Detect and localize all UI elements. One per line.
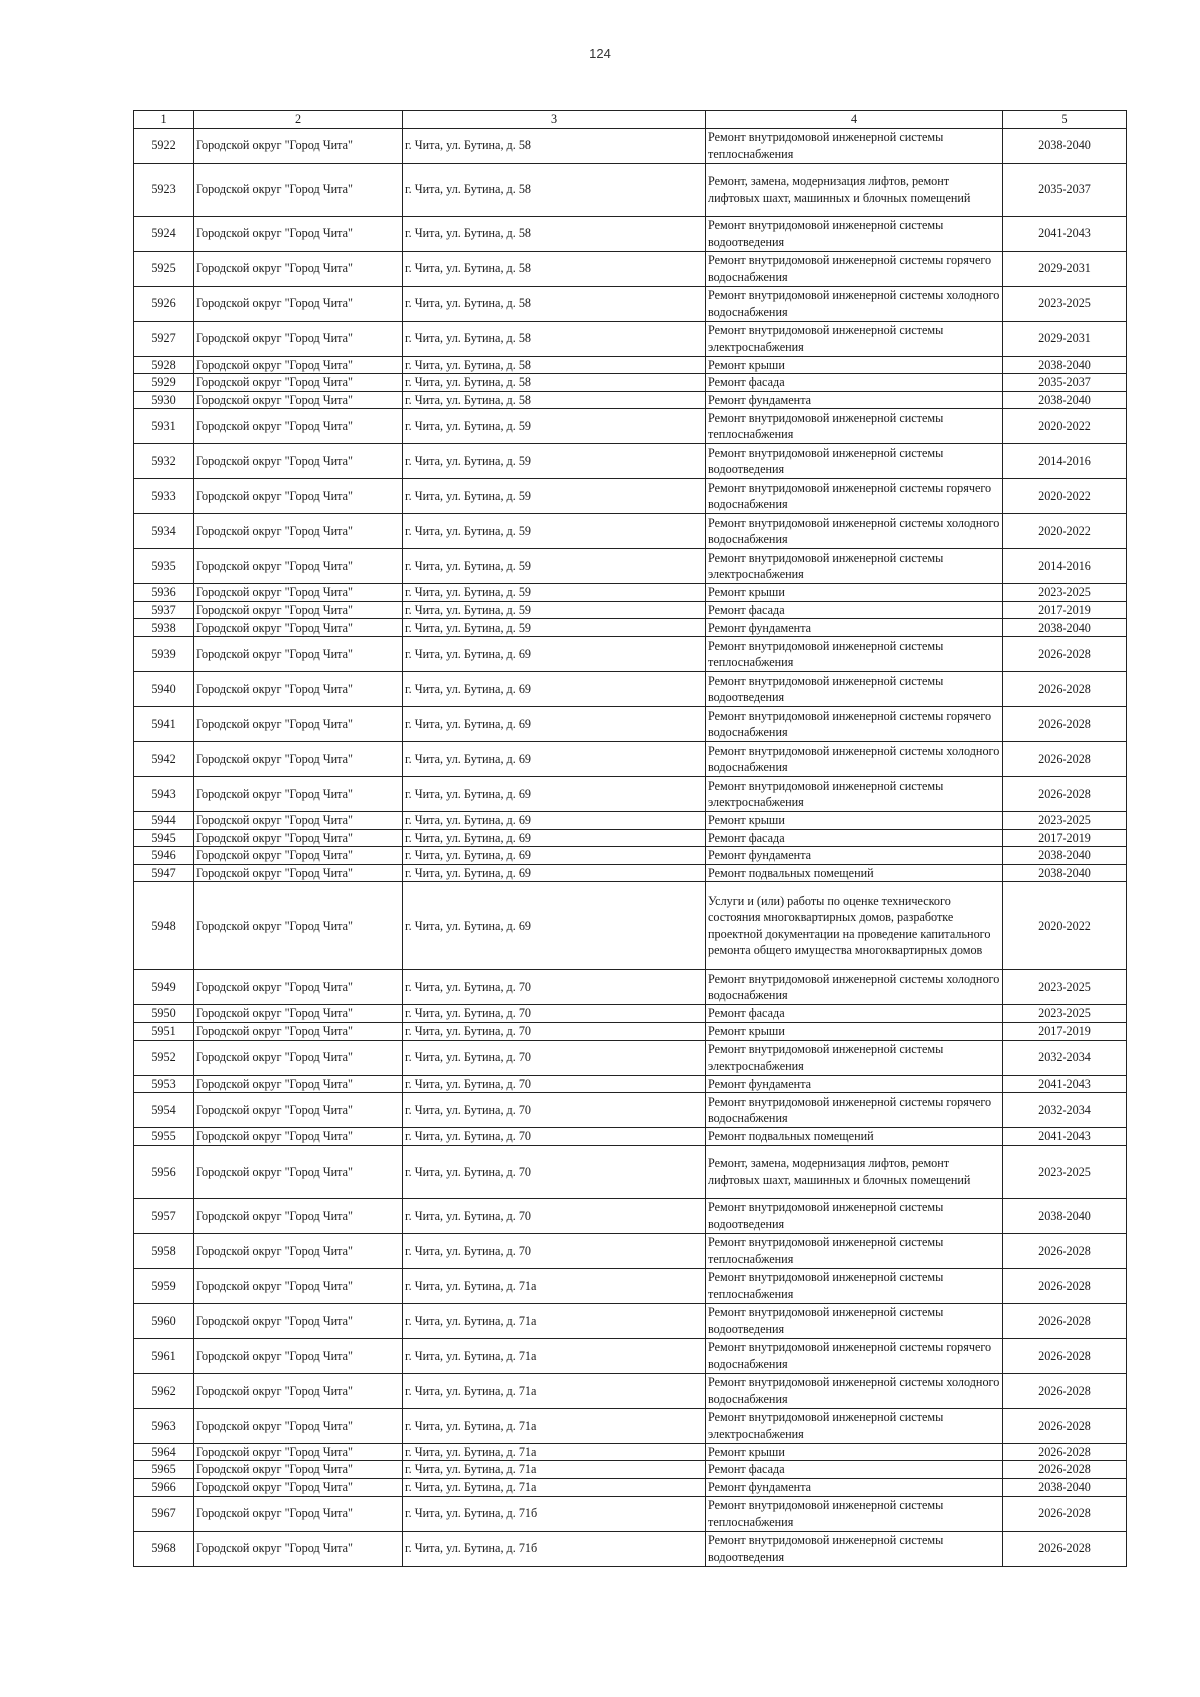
address-cell: г. Чита, ул. Бутина, д. 71а xyxy=(403,1303,706,1338)
work-type-cell: Ремонт внутридомовой инженерной системы теплоснабжения xyxy=(706,128,1003,163)
row-number: 5940 xyxy=(134,672,194,707)
work-type-cell: Ремонт крыши xyxy=(706,1023,1003,1041)
period-cell: 2023-2025 xyxy=(1003,584,1127,602)
municipality-cell: Городской округ "Город Чита" xyxy=(194,970,403,1005)
period-cell: 2032-2034 xyxy=(1003,1040,1127,1075)
table-row xyxy=(134,1040,1127,1075)
period-cell: 2026-2028 xyxy=(1003,1233,1127,1268)
table-row xyxy=(134,829,1127,847)
table-row xyxy=(134,251,1127,286)
period-cell: 2041-2043 xyxy=(1003,216,1127,251)
row-number: 5950 xyxy=(134,1005,194,1023)
period-cell: 2038-2040 xyxy=(1003,128,1127,163)
row-number: 5931 xyxy=(134,409,194,444)
address-cell: г. Чита, ул. Бутина, д. 69 xyxy=(403,777,706,812)
municipality-cell: Городской округ "Город Чита" xyxy=(194,374,403,392)
address-cell: г. Чита, ул. Бутина, д. 71а xyxy=(403,1338,706,1373)
address-cell: г. Чита, ул. Бутина, д. 58 xyxy=(403,374,706,392)
table-row xyxy=(134,391,1127,409)
column-header-5: 5 xyxy=(1003,111,1127,129)
municipality-cell: Городской округ "Город Чита" xyxy=(194,829,403,847)
address-cell: г. Чита, ул. Бутина, д. 71а xyxy=(403,1408,706,1443)
work-type-cell: Ремонт фасада xyxy=(706,1461,1003,1479)
municipality-cell: Городской округ "Город Чита" xyxy=(194,1128,403,1146)
municipality-cell: Городской округ "Город Чита" xyxy=(194,1443,403,1461)
table-row xyxy=(134,1005,1127,1023)
table-row xyxy=(134,970,1127,1005)
period-cell: 2017-2019 xyxy=(1003,829,1127,847)
work-type-cell: Ремонт внутридомовой инженерной системы водоотведения xyxy=(706,444,1003,479)
work-type-cell: Ремонт внутридомовой инженерной системы теплоснабжения xyxy=(706,1496,1003,1531)
row-number: 5925 xyxy=(134,251,194,286)
row-number: 5939 xyxy=(134,637,194,672)
row-number: 5936 xyxy=(134,584,194,602)
address-cell: г. Чита, ул. Бутина, д. 59 xyxy=(403,514,706,549)
municipality-cell: Городской округ "Город Чита" xyxy=(194,1093,403,1128)
work-type-cell: Ремонт внутридомовой инженерной системы горячего водоснабжения xyxy=(706,1338,1003,1373)
work-type-cell: Ремонт внутридомовой инженерной системы холодного водоснабжения xyxy=(706,286,1003,321)
table-row xyxy=(134,812,1127,830)
municipality-cell: Городской округ "Город Чита" xyxy=(194,1338,403,1373)
row-number: 5962 xyxy=(134,1373,194,1408)
work-type-cell: Ремонт внутридомовой инженерной системы холодного водоснабжения xyxy=(706,970,1003,1005)
period-cell: 2020-2022 xyxy=(1003,882,1127,970)
municipality-cell: Городской округ "Город Чита" xyxy=(194,514,403,549)
period-cell: 2020-2022 xyxy=(1003,479,1127,514)
table-row xyxy=(134,479,1127,514)
row-number: 5968 xyxy=(134,1531,194,1566)
period-cell: 2023-2025 xyxy=(1003,970,1127,1005)
row-number: 5922 xyxy=(134,128,194,163)
row-number: 5964 xyxy=(134,1443,194,1461)
row-number: 5951 xyxy=(134,1023,194,1041)
work-type-cell: Ремонт фасада xyxy=(706,829,1003,847)
row-number: 5933 xyxy=(134,479,194,514)
period-cell: 2026-2028 xyxy=(1003,1373,1127,1408)
table-row xyxy=(134,1496,1127,1531)
municipality-cell: Городской округ "Город Чита" xyxy=(194,1496,403,1531)
period-cell: 2026-2028 xyxy=(1003,672,1127,707)
work-type-cell: Ремонт фундамента xyxy=(706,1075,1003,1093)
municipality-cell: Городской округ "Город Чита" xyxy=(194,882,403,970)
municipality-cell: Городской округ "Город Чита" xyxy=(194,321,403,356)
table-row xyxy=(134,1023,1127,1041)
work-type-cell: Ремонт внутридомовой инженерной системы водоотведения xyxy=(706,216,1003,251)
address-cell: г. Чита, ул. Бутина, д. 71б xyxy=(403,1531,706,1566)
period-cell: 2017-2019 xyxy=(1003,1023,1127,1041)
work-type-cell: Ремонт фасада xyxy=(706,374,1003,392)
table-row xyxy=(134,444,1127,479)
row-number: 5952 xyxy=(134,1040,194,1075)
period-cell: 2035-2037 xyxy=(1003,374,1127,392)
row-number: 5927 xyxy=(134,321,194,356)
work-type-cell: Ремонт внутридомовой инженерной системы теплоснабжения xyxy=(706,1268,1003,1303)
municipality-cell: Городской округ "Город Чита" xyxy=(194,286,403,321)
municipality-cell: Городской округ "Город Чита" xyxy=(194,1145,403,1198)
work-type-cell: Ремонт внутридомовой инженерной системы горячего водоснабжения xyxy=(706,1093,1003,1128)
period-cell: 2020-2022 xyxy=(1003,409,1127,444)
address-cell: г. Чита, ул. Бутина, д. 70 xyxy=(403,1233,706,1268)
municipality-cell: Городской округ "Город Чита" xyxy=(194,356,403,374)
period-cell: 2026-2028 xyxy=(1003,1443,1127,1461)
row-number: 5967 xyxy=(134,1496,194,1531)
period-cell: 2038-2040 xyxy=(1003,1479,1127,1497)
row-number: 5946 xyxy=(134,847,194,865)
row-number: 5942 xyxy=(134,742,194,777)
row-number: 5924 xyxy=(134,216,194,251)
table-row xyxy=(134,882,1127,970)
address-cell: г. Чита, ул. Бутина, д. 69 xyxy=(403,882,706,970)
row-number: 5949 xyxy=(134,970,194,1005)
row-number: 5926 xyxy=(134,286,194,321)
row-number: 5953 xyxy=(134,1075,194,1093)
row-number: 5929 xyxy=(134,374,194,392)
municipality-cell: Городской округ "Город Чита" xyxy=(194,251,403,286)
table-row xyxy=(134,163,1127,216)
address-cell: г. Чита, ул. Бутина, д. 58 xyxy=(403,128,706,163)
municipality-cell: Городской округ "Город Чита" xyxy=(194,444,403,479)
work-type-cell: Ремонт внутридомовой инженерной системы горячего водоснабжения xyxy=(706,479,1003,514)
municipality-cell: Городской округ "Город Чита" xyxy=(194,777,403,812)
row-number: 5960 xyxy=(134,1303,194,1338)
table-row xyxy=(134,619,1127,637)
address-cell: г. Чита, ул. Бутина, д. 58 xyxy=(403,216,706,251)
work-type-cell: Услуги и (или) работы по оценке технического состояния многоквартирных домов, разработке проектной документации на проведение капитального ремонта общего имущества многоквартирных домов xyxy=(706,882,1003,970)
work-type-cell: Ремонт внутридомовой инженерной системы горячего водоснабжения xyxy=(706,251,1003,286)
period-cell: 2038-2040 xyxy=(1003,1198,1127,1233)
address-cell: г. Чита, ул. Бутина, д. 70 xyxy=(403,1128,706,1146)
column-header-2: 2 xyxy=(194,111,403,129)
municipality-cell: Городской округ "Город Чита" xyxy=(194,1531,403,1566)
work-type-cell: Ремонт фундамента xyxy=(706,391,1003,409)
period-cell: 2026-2028 xyxy=(1003,637,1127,672)
table-row xyxy=(134,356,1127,374)
address-cell: г. Чита, ул. Бутина, д. 58 xyxy=(403,251,706,286)
period-cell: 2026-2028 xyxy=(1003,1303,1127,1338)
address-cell: г. Чита, ул. Бутина, д. 69 xyxy=(403,847,706,865)
municipality-cell: Городской округ "Город Чита" xyxy=(194,1233,403,1268)
row-number: 5961 xyxy=(134,1338,194,1373)
work-type-cell: Ремонт подвальных помещений xyxy=(706,864,1003,882)
address-cell: г. Чита, ул. Бутина, д. 58 xyxy=(403,286,706,321)
municipality-cell: Городской округ "Город Чита" xyxy=(194,1075,403,1093)
address-cell: г. Чита, ул. Бутина, д. 70 xyxy=(403,1005,706,1023)
row-number: 5956 xyxy=(134,1145,194,1198)
period-cell: 2038-2040 xyxy=(1003,847,1127,865)
period-cell: 2041-2043 xyxy=(1003,1075,1127,1093)
period-cell: 2023-2025 xyxy=(1003,286,1127,321)
address-cell: г. Чита, ул. Бутина, д. 70 xyxy=(403,1093,706,1128)
municipality-cell: Городской округ "Город Чита" xyxy=(194,216,403,251)
row-number: 5957 xyxy=(134,1198,194,1233)
table-row xyxy=(134,1338,1127,1373)
table-row xyxy=(134,374,1127,392)
work-type-cell: Ремонт фундамента xyxy=(706,1479,1003,1497)
table-row xyxy=(134,1531,1127,1566)
table-row xyxy=(134,707,1127,742)
table-row xyxy=(134,1268,1127,1303)
table-row xyxy=(134,128,1127,163)
table-row xyxy=(134,1145,1127,1198)
period-cell: 2026-2028 xyxy=(1003,1268,1127,1303)
page-number: 124 xyxy=(589,46,611,61)
period-cell: 2023-2025 xyxy=(1003,1145,1127,1198)
work-type-cell: Ремонт, замена, модернизация лифтов, ремонт лифтовых шахт, машинных и блочных помещений xyxy=(706,163,1003,216)
table-row xyxy=(134,1373,1127,1408)
period-cell: 2026-2028 xyxy=(1003,1338,1127,1373)
row-number: 5944 xyxy=(134,812,194,830)
address-cell: г. Чита, ул. Бутина, д. 69 xyxy=(403,672,706,707)
address-cell: г. Чита, ул. Бутина, д. 59 xyxy=(403,601,706,619)
work-type-cell: Ремонт, замена, модернизация лифтов, ремонт лифтовых шахт, машинных и блочных помещений xyxy=(706,1145,1003,1198)
table-row xyxy=(134,864,1127,882)
period-cell: 2014-2016 xyxy=(1003,444,1127,479)
address-cell: г. Чита, ул. Бутина, д. 59 xyxy=(403,584,706,602)
table-row xyxy=(134,286,1127,321)
address-cell: г. Чита, ул. Бутина, д. 70 xyxy=(403,1075,706,1093)
work-type-cell: Ремонт внутридомовой инженерной системы электроснабжения xyxy=(706,321,1003,356)
address-cell: г. Чита, ул. Бутина, д. 58 xyxy=(403,356,706,374)
address-cell: г. Чита, ул. Бутина, д. 71а xyxy=(403,1461,706,1479)
municipality-cell: Городской округ "Город Чита" xyxy=(194,707,403,742)
table-row xyxy=(134,601,1127,619)
address-cell: г. Чита, ул. Бутина, д. 58 xyxy=(403,163,706,216)
period-cell: 2026-2028 xyxy=(1003,1531,1127,1566)
table-row xyxy=(134,584,1127,602)
table-row xyxy=(134,1479,1127,1497)
work-type-cell: Ремонт фундамента xyxy=(706,619,1003,637)
address-cell: г. Чита, ул. Бутина, д. 71а xyxy=(403,1479,706,1497)
address-cell: г. Чита, ул. Бутина, д. 69 xyxy=(403,707,706,742)
period-cell: 2017-2019 xyxy=(1003,601,1127,619)
period-cell: 2038-2040 xyxy=(1003,619,1127,637)
row-number: 5935 xyxy=(134,549,194,584)
municipality-cell: Городской округ "Город Чита" xyxy=(194,637,403,672)
period-cell: 2029-2031 xyxy=(1003,251,1127,286)
repair-schedule-table xyxy=(133,110,1127,1567)
work-type-cell: Ремонт фундамента xyxy=(706,847,1003,865)
column-header-4: 4 xyxy=(706,111,1003,129)
row-number: 5923 xyxy=(134,163,194,216)
address-cell: г. Чита, ул. Бутина, д. 70 xyxy=(403,1145,706,1198)
row-number: 5934 xyxy=(134,514,194,549)
table-row xyxy=(134,1443,1127,1461)
table-row xyxy=(134,216,1127,251)
period-cell: 2023-2025 xyxy=(1003,812,1127,830)
period-cell: 2026-2028 xyxy=(1003,1461,1127,1479)
municipality-cell: Городской округ "Город Чита" xyxy=(194,742,403,777)
work-type-cell: Ремонт внутридомовой инженерной системы водоотведения xyxy=(706,1303,1003,1338)
table-row xyxy=(134,1128,1127,1146)
table-row xyxy=(134,514,1127,549)
table-row xyxy=(134,1075,1127,1093)
table-row xyxy=(134,1408,1127,1443)
address-cell: г. Чита, ул. Бутина, д. 58 xyxy=(403,391,706,409)
column-header-3: 3 xyxy=(403,111,706,129)
municipality-cell: Городской округ "Город Чита" xyxy=(194,619,403,637)
period-cell: 2026-2028 xyxy=(1003,1496,1127,1531)
period-cell: 2038-2040 xyxy=(1003,864,1127,882)
work-type-cell: Ремонт крыши xyxy=(706,584,1003,602)
address-cell: г. Чита, ул. Бутина, д. 71б xyxy=(403,1496,706,1531)
address-cell: г. Чита, ул. Бутина, д. 59 xyxy=(403,444,706,479)
work-type-cell: Ремонт фасада xyxy=(706,1005,1003,1023)
table-row xyxy=(134,321,1127,356)
row-number: 5966 xyxy=(134,1479,194,1497)
municipality-cell: Городской округ "Город Чита" xyxy=(194,391,403,409)
address-cell: г. Чита, ул. Бутина, д. 69 xyxy=(403,829,706,847)
table-row xyxy=(134,1233,1127,1268)
row-number: 5938 xyxy=(134,619,194,637)
address-cell: г. Чита, ул. Бутина, д. 70 xyxy=(403,970,706,1005)
municipality-cell: Городской округ "Город Чита" xyxy=(194,847,403,865)
row-number: 5963 xyxy=(134,1408,194,1443)
work-type-cell: Ремонт внутридомовой инженерной системы водоотведения xyxy=(706,1531,1003,1566)
address-cell: г. Чита, ул. Бутина, д. 69 xyxy=(403,742,706,777)
work-type-cell: Ремонт внутридомовой инженерной системы холодного водоснабжения xyxy=(706,514,1003,549)
address-cell: г. Чита, ул. Бутина, д. 71а xyxy=(403,1443,706,1461)
period-cell: 2026-2028 xyxy=(1003,742,1127,777)
table-row xyxy=(134,549,1127,584)
work-type-cell: Ремонт внутридомовой инженерной системы электроснабжения xyxy=(706,1408,1003,1443)
work-type-cell: Ремонт внутридомовой инженерной системы водоотведения xyxy=(706,1198,1003,1233)
row-number: 5965 xyxy=(134,1461,194,1479)
table-row xyxy=(134,672,1127,707)
table-row xyxy=(134,1198,1127,1233)
period-cell: 2038-2040 xyxy=(1003,391,1127,409)
period-cell: 2041-2043 xyxy=(1003,1128,1127,1146)
municipality-cell: Городской округ "Город Чита" xyxy=(194,1198,403,1233)
work-type-cell: Ремонт внутридомовой инженерной системы водоотведения xyxy=(706,672,1003,707)
municipality-cell: Городской округ "Город Чита" xyxy=(194,1303,403,1338)
row-number: 5937 xyxy=(134,601,194,619)
work-type-cell: Ремонт внутридомовой инженерной системы теплоснабжения xyxy=(706,409,1003,444)
row-number: 5948 xyxy=(134,882,194,970)
work-type-cell: Ремонт внутридомовой инженерной системы электроснабжения xyxy=(706,1040,1003,1075)
period-cell: 2026-2028 xyxy=(1003,707,1127,742)
municipality-cell: Городской округ "Город Чита" xyxy=(194,128,403,163)
table-body xyxy=(134,128,1127,1566)
municipality-cell: Городской округ "Город Чита" xyxy=(194,584,403,602)
address-cell: г. Чита, ул. Бутина, д. 59 xyxy=(403,409,706,444)
table-row xyxy=(134,777,1127,812)
address-cell: г. Чита, ул. Бутина, д. 58 xyxy=(403,321,706,356)
header-row xyxy=(134,111,1127,129)
period-cell: 2014-2016 xyxy=(1003,549,1127,584)
address-cell: г. Чита, ул. Бутина, д. 59 xyxy=(403,479,706,514)
work-type-cell: Ремонт внутридомовой инженерной системы теплоснабжения xyxy=(706,637,1003,672)
municipality-cell: Городской округ "Город Чита" xyxy=(194,1408,403,1443)
work-type-cell: Ремонт внутридомовой инженерной системы горячего водоснабжения xyxy=(706,707,1003,742)
row-number: 5954 xyxy=(134,1093,194,1128)
column-header-1: 1 xyxy=(134,111,194,129)
municipality-cell: Городской округ "Город Чита" xyxy=(194,672,403,707)
municipality-cell: Городской округ "Город Чита" xyxy=(194,409,403,444)
row-number: 5943 xyxy=(134,777,194,812)
municipality-cell: Городской округ "Город Чита" xyxy=(194,1040,403,1075)
table-row xyxy=(134,1093,1127,1128)
municipality-cell: Городской округ "Город Чита" xyxy=(194,1268,403,1303)
municipality-cell: Городской округ "Город Чита" xyxy=(194,601,403,619)
municipality-cell: Городской округ "Город Чита" xyxy=(194,549,403,584)
period-cell: 2029-2031 xyxy=(1003,321,1127,356)
period-cell: 2026-2028 xyxy=(1003,777,1127,812)
address-cell: г. Чита, ул. Бутина, д. 69 xyxy=(403,812,706,830)
address-cell: г. Чита, ул. Бутина, д. 59 xyxy=(403,549,706,584)
row-number: 5945 xyxy=(134,829,194,847)
work-type-cell: Ремонт подвальных помещений xyxy=(706,1128,1003,1146)
period-cell: 2023-2025 xyxy=(1003,1005,1127,1023)
municipality-cell: Городской округ "Город Чита" xyxy=(194,1005,403,1023)
address-cell: г. Чита, ул. Бутина, д. 71а xyxy=(403,1373,706,1408)
municipality-cell: Городской округ "Город Чита" xyxy=(194,1023,403,1041)
municipality-cell: Городской округ "Город Чита" xyxy=(194,1479,403,1497)
address-cell: г. Чита, ул. Бутина, д. 71а xyxy=(403,1268,706,1303)
period-cell: 2026-2028 xyxy=(1003,1408,1127,1443)
address-cell: г. Чита, ул. Бутина, д. 69 xyxy=(403,864,706,882)
row-number: 5947 xyxy=(134,864,194,882)
work-type-cell: Ремонт фасада xyxy=(706,601,1003,619)
address-cell: г. Чита, ул. Бутина, д. 69 xyxy=(403,637,706,672)
row-number: 5941 xyxy=(134,707,194,742)
address-cell: г. Чита, ул. Бутина, д. 70 xyxy=(403,1023,706,1041)
municipality-cell: Городской округ "Город Чита" xyxy=(194,1373,403,1408)
period-cell: 2038-2040 xyxy=(1003,356,1127,374)
period-cell: 2032-2034 xyxy=(1003,1093,1127,1128)
table-row xyxy=(134,742,1127,777)
table-row xyxy=(134,1461,1127,1479)
table-row xyxy=(134,409,1127,444)
work-type-cell: Ремонт внутридомовой инженерной системы электроснабжения xyxy=(706,549,1003,584)
work-type-cell: Ремонт внутридомовой инженерной системы холодного водоснабжения xyxy=(706,1373,1003,1408)
row-number: 5955 xyxy=(134,1128,194,1146)
address-cell: г. Чита, ул. Бутина, д. 59 xyxy=(403,619,706,637)
work-type-cell: Ремонт крыши xyxy=(706,1443,1003,1461)
address-cell: г. Чита, ул. Бутина, д. 70 xyxy=(403,1198,706,1233)
row-number: 5959 xyxy=(134,1268,194,1303)
period-cell: 2020-2022 xyxy=(1003,514,1127,549)
table-row xyxy=(134,847,1127,865)
table-row xyxy=(134,637,1127,672)
work-type-cell: Ремонт крыши xyxy=(706,812,1003,830)
table-header xyxy=(134,111,1127,129)
municipality-cell: Городской округ "Город Чита" xyxy=(194,864,403,882)
work-type-cell: Ремонт крыши xyxy=(706,356,1003,374)
municipality-cell: Городской округ "Город Чита" xyxy=(194,812,403,830)
address-cell: г. Чита, ул. Бутина, д. 70 xyxy=(403,1040,706,1075)
municipality-cell: Городской округ "Город Чита" xyxy=(194,479,403,514)
period-cell: 2035-2037 xyxy=(1003,163,1127,216)
row-number: 5928 xyxy=(134,356,194,374)
work-type-cell: Ремонт внутридомовой инженерной системы теплоснабжения xyxy=(706,1233,1003,1268)
work-type-cell: Ремонт внутридомовой инженерной системы холодного водоснабжения xyxy=(706,742,1003,777)
row-number: 5958 xyxy=(134,1233,194,1268)
municipality-cell: Городской округ "Город Чита" xyxy=(194,1461,403,1479)
row-number: 5932 xyxy=(134,444,194,479)
municipality-cell: Городской округ "Город Чита" xyxy=(194,163,403,216)
work-type-cell: Ремонт внутридомовой инженерной системы электроснабжения xyxy=(706,777,1003,812)
table-row xyxy=(134,1303,1127,1338)
row-number: 5930 xyxy=(134,391,194,409)
